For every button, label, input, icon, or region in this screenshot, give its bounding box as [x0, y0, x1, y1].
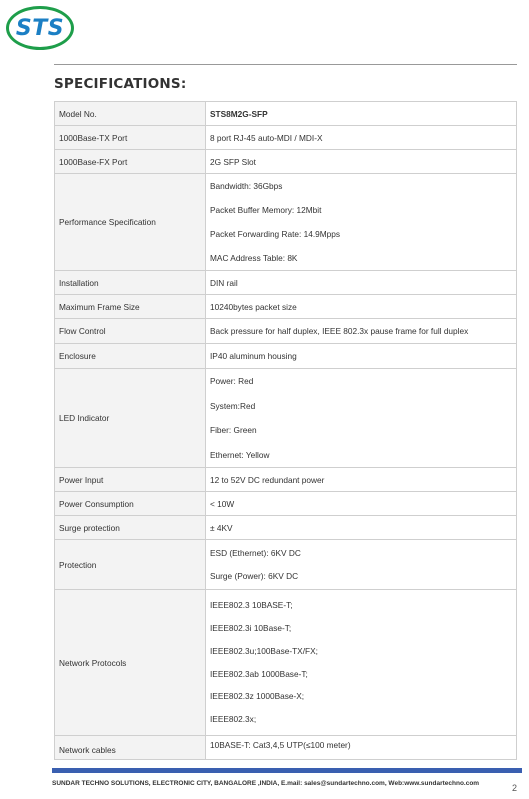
spec-row: [55, 126, 517, 150]
spec-value: [206, 271, 517, 295]
spec-value: [206, 126, 517, 150]
page-title: SPECIFICATIONS:: [54, 76, 187, 92]
spec-value-line: 12 to 52V DC redundant power: [210, 474, 325, 485]
page-number: 2: [511, 783, 517, 793]
spec-label: Surge protection: [55, 516, 206, 540]
logo-text: STS: [15, 15, 65, 41]
spec-value: [206, 516, 517, 540]
spec-value-line: Power: Red: [210, 376, 254, 386]
spec-value: [206, 468, 517, 492]
spec-label: Power Input: [55, 468, 206, 492]
header-divider: [54, 64, 517, 65]
spec-value: [206, 344, 517, 369]
spec-value: [206, 492, 517, 516]
spec-value-line: ESD (Ethernet): 6KV DC: [210, 547, 301, 558]
spec-row: [55, 590, 517, 736]
spec-row: [55, 271, 517, 295]
spec-value-line: IEEE802.3 10BASE-T;: [210, 600, 293, 611]
spec-value-line: DIN rail: [210, 277, 238, 288]
spec-value-line: 8 port RJ-45 auto-MDI / MDI-X: [210, 132, 323, 143]
spec-value: [206, 736, 517, 760]
spec-value-line: IP40 aluminum housing: [210, 351, 297, 361]
spec-value: [206, 295, 517, 319]
spec-value-line: Packet Buffer Memory: 12Mbit: [210, 205, 322, 215]
spec-label: Power Consumption: [55, 492, 206, 516]
spec-value-line: IEEE802.3z 1000Base-X;: [210, 691, 305, 702]
spec-value: [206, 174, 517, 271]
spec-label: LED Indicator: [55, 369, 206, 468]
spec-value-line: MAC Address Table: 8K: [210, 253, 298, 263]
spec-row: [55, 102, 517, 126]
spec-value-line: Packet Forwarding Rate: 14.9Mpps: [210, 229, 341, 239]
spec-value-line: System:Red: [210, 400, 256, 411]
spec-row: [55, 150, 517, 174]
spec-value-line: STS8M2G-SFP: [210, 108, 268, 119]
spec-value: [206, 150, 517, 174]
spec-value-line: IEEE802.3i 10Base-T;: [210, 622, 292, 633]
footer-bar: [52, 768, 522, 773]
spec-value: [206, 102, 517, 126]
spec-value-line: IEEE802.3u;100Base-TX/FX;: [210, 645, 318, 656]
spec-row: [55, 492, 517, 516]
spec-label: 1000Base-TX Port: [55, 126, 206, 150]
spec-value-line: 10240bytes packet size: [210, 301, 297, 312]
spec-row: [55, 736, 517, 760]
specifications-table: [54, 101, 517, 760]
spec-row: [55, 540, 517, 590]
spec-value: [206, 540, 517, 590]
spec-value: [206, 590, 517, 736]
spec-value-line: IEEE802.3x;: [210, 714, 257, 725]
spec-label: Installation: [55, 271, 206, 295]
spec-row: [55, 344, 517, 369]
spec-value: [206, 369, 517, 468]
spec-label: Maximum Frame Size: [55, 295, 206, 319]
spec-value-line: Back pressure for half duplex, IEEE 802.3x pause frame for full duplex: [210, 326, 469, 336]
spec-value-line: Surge (Power): 6KV DC: [210, 570, 299, 581]
spec-value-line: 10BASE-T: Cat3,4,5 UTP(≤100 meter): [210, 740, 351, 750]
spec-row: [55, 174, 517, 271]
spec-label: Enclosure: [55, 344, 206, 369]
spec-label: Protection: [55, 540, 206, 590]
spec-value-line: < 10W: [210, 498, 235, 509]
spec-value-line: Fiber: Green: [210, 425, 257, 435]
spec-label: Network cables: [55, 736, 206, 760]
spec-label: Network Protocols: [55, 590, 206, 736]
spec-value: [206, 319, 517, 344]
spec-row: [55, 468, 517, 492]
spec-label: Flow Control: [55, 319, 206, 344]
footer-text: SUNDAR TECHNO SOLUTIONS, ELECTRONIC CITY, BANGALORE ,INDIA, E.mail: sales@sundartechno.com, Web:www.sundartechno.com: [52, 780, 480, 787]
spec-value-line: ± 4KV: [210, 522, 233, 533]
spec-label: Performance Specification: [55, 174, 206, 271]
spec-row: [55, 319, 517, 344]
spec-row: [55, 369, 517, 468]
spec-row: [55, 295, 517, 319]
spec-value-line: Bandwidth: 36Gbps: [210, 181, 283, 191]
company-logo: [6, 6, 74, 50]
spec-value-line: 2G SFP Slot: [210, 156, 256, 167]
spec-value-line: IEEE802.3ab 1000Base-T;: [210, 668, 308, 679]
spec-label: 1000Base-FX Port: [55, 150, 206, 174]
spec-label: Model No.: [55, 102, 206, 126]
spec-value-line: Ethernet: Yellow: [210, 449, 270, 460]
spec-row: [55, 516, 517, 540]
